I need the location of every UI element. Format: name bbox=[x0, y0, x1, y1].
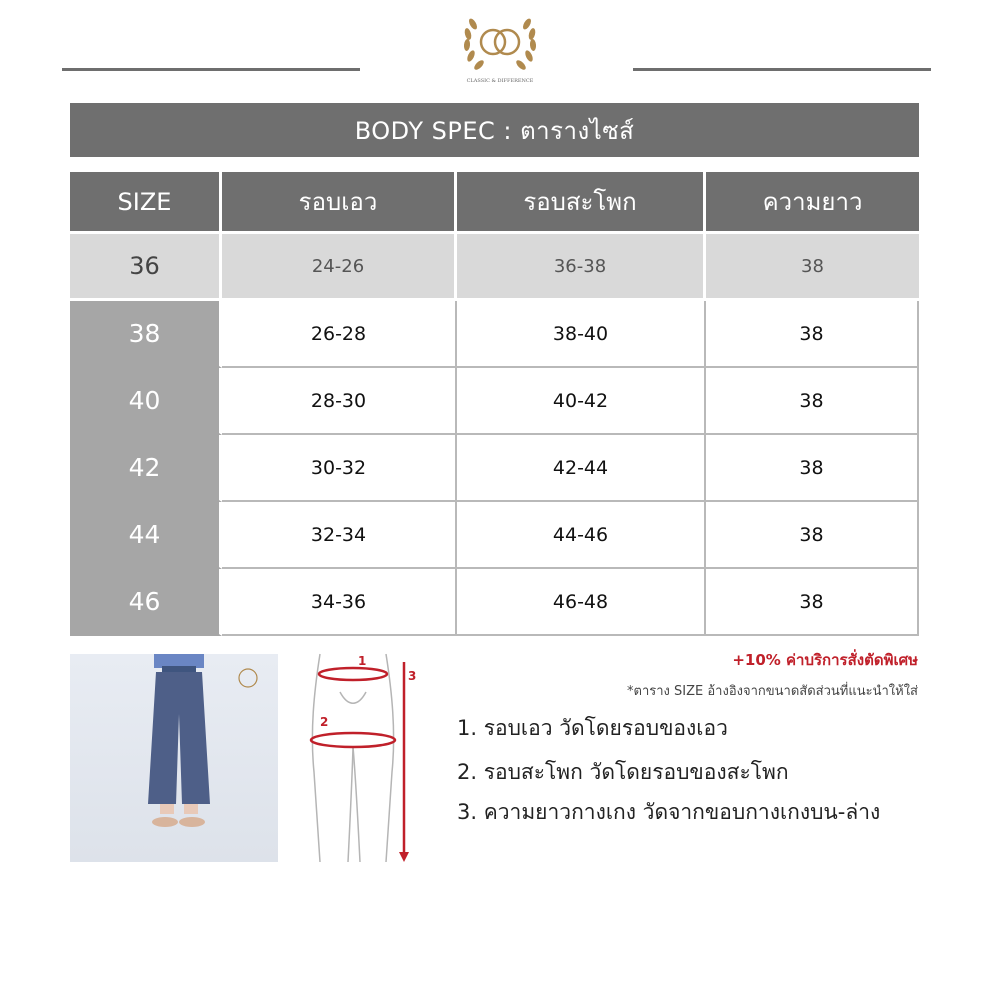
measurement-diagram bbox=[300, 652, 425, 864]
length-cell: 38 bbox=[706, 234, 919, 301]
waist-cell: 24-26 bbox=[222, 234, 457, 301]
hip-cell: 44-46 bbox=[457, 502, 706, 569]
length-cell: 38 bbox=[706, 368, 919, 435]
measurement-instruction: 3. ความยาวกางเกง วัดจากขอบกางเกงบน-ล่าง bbox=[457, 800, 881, 824]
size-reference-note: *ตาราง SIZE อ้างอิงจากขนาดสัดส่วนที่แนะนำให้ใส่ bbox=[627, 684, 918, 699]
size-cell: 40 bbox=[70, 368, 222, 435]
table-header bbox=[70, 172, 919, 234]
product-photo bbox=[70, 654, 278, 862]
hip-cell: 46-48 bbox=[457, 569, 706, 636]
header-length: ความยาว bbox=[706, 172, 919, 234]
diagram-label-3: 3 bbox=[408, 669, 417, 683]
brand-logo bbox=[455, 2, 545, 86]
hip-cell: 40-42 bbox=[457, 368, 706, 435]
table-row bbox=[70, 368, 919, 435]
length-cell: 38 bbox=[706, 569, 919, 636]
waist-cell: 30-32 bbox=[222, 435, 457, 502]
brand-tagline: CLASSIC & DIFFERENCE bbox=[466, 78, 534, 84]
page-title: BODY SPEC : ตารางไซส์ bbox=[70, 103, 919, 157]
table-row bbox=[70, 301, 919, 368]
header-waist: รอบเอว bbox=[222, 172, 457, 234]
diagram-label-1: 1 bbox=[358, 654, 367, 668]
hip-cell: 36-38 bbox=[457, 234, 706, 301]
size-cell: 38 bbox=[70, 301, 222, 368]
waist-cell: 34-36 bbox=[222, 569, 457, 636]
divider-right bbox=[633, 68, 931, 71]
table-row bbox=[70, 435, 919, 502]
table-row bbox=[70, 569, 919, 636]
waist-cell: 28-30 bbox=[222, 368, 457, 435]
custom-order-note: +10% ค่าบริการสั่งตัดพิเศษ bbox=[732, 651, 918, 669]
header-size: SIZE bbox=[70, 172, 222, 234]
length-cell: 38 bbox=[706, 301, 919, 368]
measurement-instruction: 1. รอบเอว วัดโดยรอบของเอว bbox=[457, 716, 728, 740]
length-cell: 38 bbox=[706, 502, 919, 569]
table-row bbox=[70, 234, 919, 301]
size-cell: 44 bbox=[70, 502, 222, 569]
size-table bbox=[70, 172, 919, 636]
waist-cell: 32-34 bbox=[222, 502, 457, 569]
waist-cell: 26-28 bbox=[222, 301, 457, 368]
size-cell: 42 bbox=[70, 435, 222, 502]
hip-cell: 42-44 bbox=[457, 435, 706, 502]
size-cell: 46 bbox=[70, 569, 222, 636]
size-cell: 36 bbox=[70, 234, 222, 301]
diagram-label-2: 2 bbox=[320, 715, 329, 729]
header-hip: รอบสะโพก bbox=[457, 172, 706, 234]
table-row bbox=[70, 502, 919, 569]
divider-left bbox=[62, 68, 360, 71]
length-cell: 38 bbox=[706, 435, 919, 502]
measurement-instruction: 2. รอบสะโพก วัดโดยรอบของสะโพก bbox=[457, 760, 789, 784]
hip-cell: 38-40 bbox=[457, 301, 706, 368]
